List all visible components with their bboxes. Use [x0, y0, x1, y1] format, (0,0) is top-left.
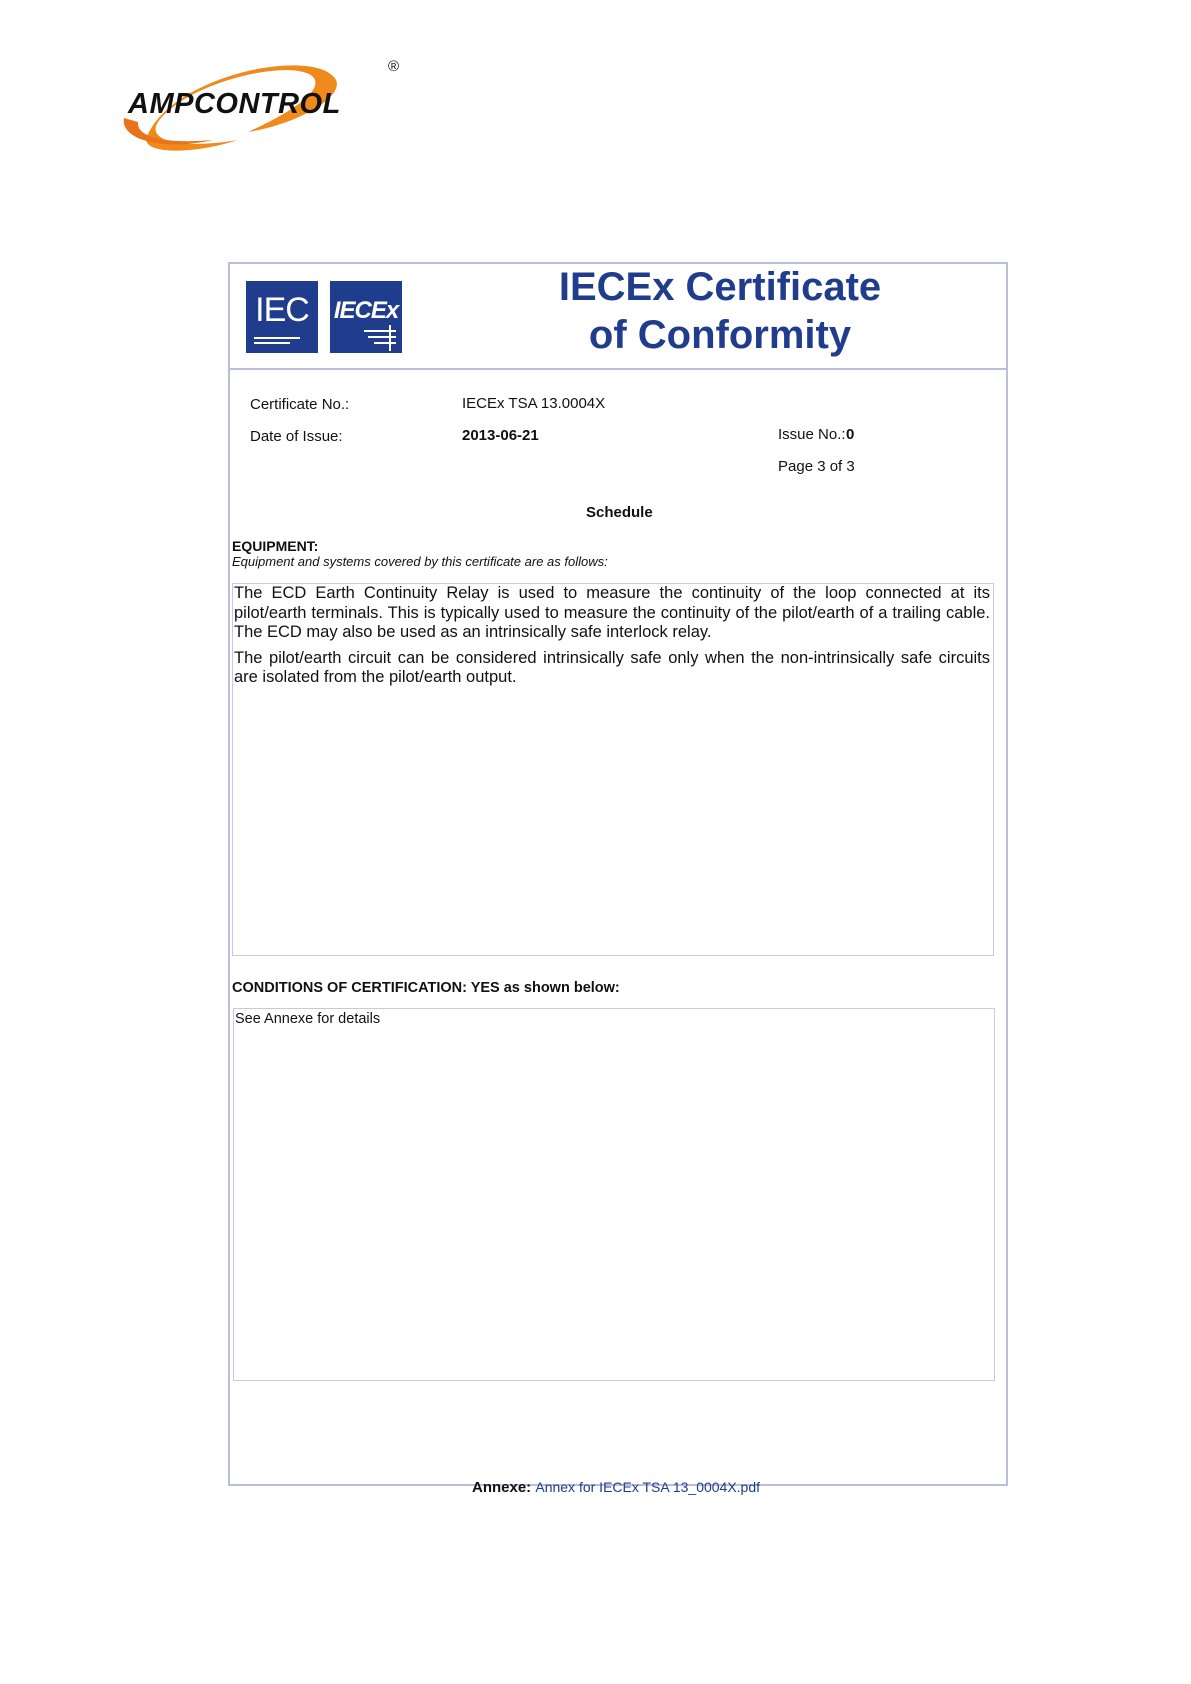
header-divider — [230, 368, 1006, 370]
iec-logo-rule — [254, 337, 300, 339]
date-of-issue-label: Date of Issue: — [250, 428, 343, 445]
page-indicator: Page 3 of 3 — [778, 458, 855, 475]
equipment-subheading: Equipment and systems covered by this certificate are as follows: — [232, 554, 608, 569]
annexe-link[interactable]: Annex for IECEx TSA 13_0004X.pdf — [535, 1479, 761, 1495]
date-of-issue-value: 2013-06-21 — [462, 427, 539, 444]
certificate-title-line1: IECEx Certificate — [558, 265, 882, 309]
iec-logo-text: IEC — [255, 291, 309, 329]
issue-no-label: Issue No.: — [778, 426, 846, 443]
logo-wordmark: AMPCONTROL — [128, 88, 341, 120]
equipment-heading: EQUIPMENT: — [232, 538, 319, 554]
iec-logo — [246, 281, 318, 353]
iec-logo-rule — [254, 342, 290, 344]
issue-no-value: 0 — [846, 426, 855, 443]
iecex-logo-text: IECEx — [333, 297, 399, 324]
annexe-line — [472, 1479, 760, 1496]
equipment-paragraph: The pilot/earth circuit can be considered intrinsically safe only when the non-intrinsically safe circuits are isolated from the pilot/earth output. — [234, 648, 990, 686]
certificate-no-value: IECEx TSA 13.0004X — [462, 395, 606, 412]
equipment-paragraph: The ECD Earth Continuity Relay is used to measure the continuity of the loop connected at its pilot/earth terminals. This is typically used to measure the continuity of the pilot/earth of a trailing cable. The ECD may also be used as an intrinsically safe interlock relay. — [234, 584, 990, 641]
iecex-logo — [330, 281, 402, 353]
registered-mark: ® — [388, 58, 400, 75]
certificate-title — [520, 263, 920, 359]
iecex-logo-mark — [330, 281, 402, 353]
annexe-label: Annexe: — [472, 1479, 532, 1496]
schedule-heading: Schedule — [586, 504, 653, 521]
equipment-description — [234, 584, 990, 694]
certificate-title-line2: of Conformity — [588, 313, 852, 357]
certificate-no-label: Certificate No.: — [250, 396, 350, 413]
conditions-heading: CONDITIONS OF CERTIFICATION: YES as shown below: — [232, 980, 620, 996]
conditions-text: See Annexe for details — [235, 1011, 381, 1027]
conditions-box — [233, 1008, 995, 1381]
company-logo — [118, 52, 418, 162]
